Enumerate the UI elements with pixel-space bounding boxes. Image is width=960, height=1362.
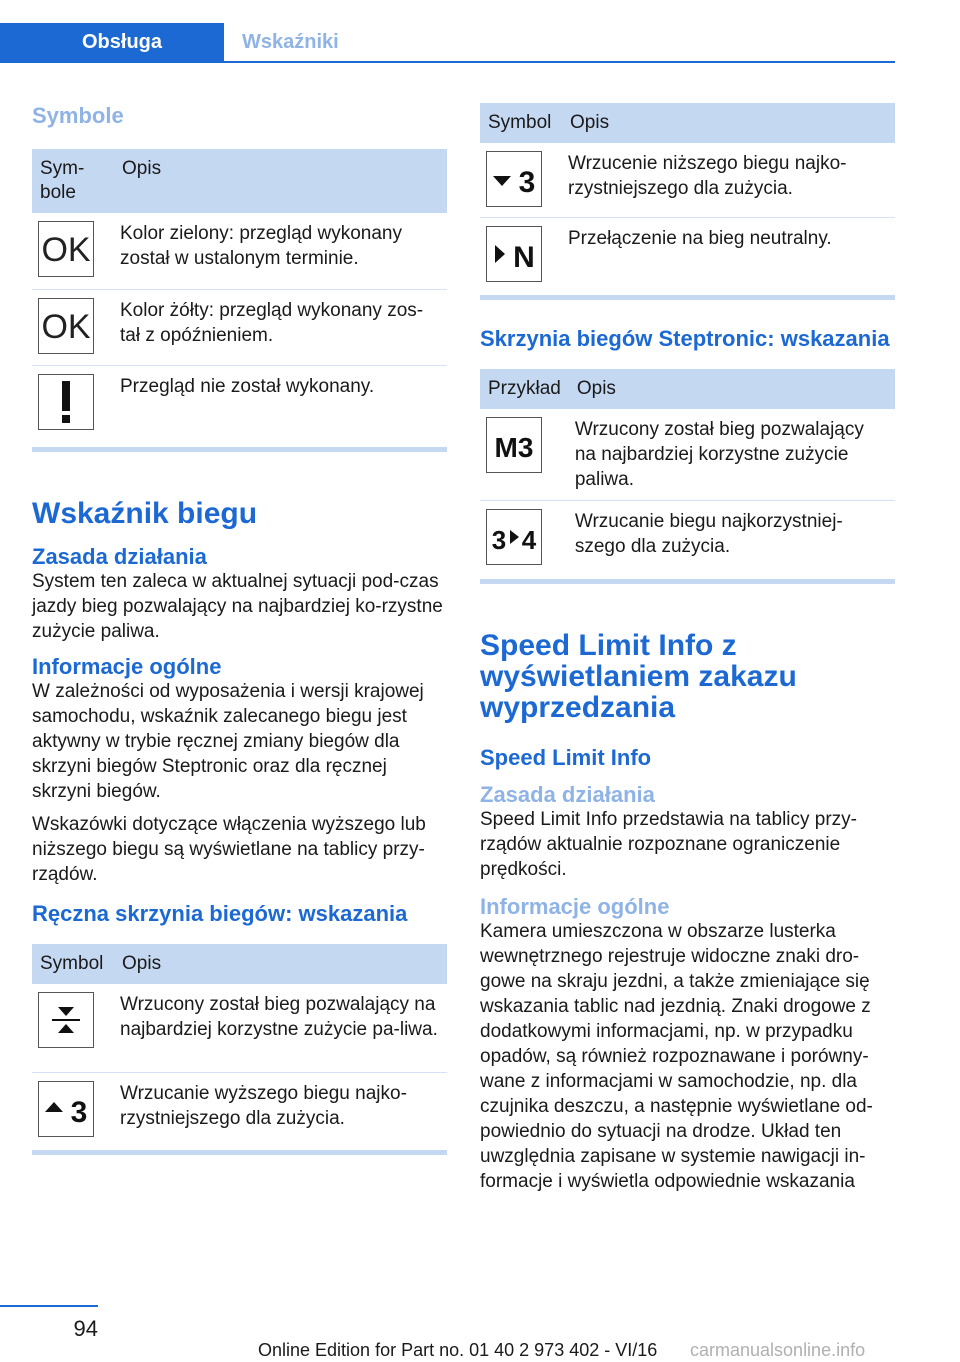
exclamation-icon xyxy=(38,374,94,430)
ok-yellow-icon xyxy=(38,298,94,354)
speed-limit-heading: Speed Limit Info z wyświetlaniem zakazu wyprzedzania xyxy=(480,628,797,724)
right-column xyxy=(480,103,895,1194)
table-row xyxy=(32,365,447,443)
table-header-przyklad: Przykład xyxy=(480,369,569,409)
footer-line xyxy=(0,1305,98,1307)
m3-icon xyxy=(486,417,542,473)
row-text: Wrzucanie wyższego biegu najko-rzystniejszego dla zużycia. xyxy=(120,1082,407,1129)
zasada-heading: Zasada działania xyxy=(32,544,207,569)
informacje-heading: Informacje ogólne xyxy=(32,654,222,679)
svg-text:3: 3 xyxy=(491,525,507,552)
svg-text:4: 4 xyxy=(521,525,537,552)
table-end-bar xyxy=(480,295,895,300)
updown-arrows-icon xyxy=(38,992,94,1048)
page-number: 94 xyxy=(73,1316,98,1341)
informacje-text-2: Wskazówki dotyczące włączenia wyższego lub niższego biegu są wyświetlane na tablicy przy-rządów. xyxy=(32,814,426,885)
table-end-bar xyxy=(480,579,895,584)
zasada-text-right: Speed Limit Info przedstawia na tablicy przy-rządów aktualnie rozpoznane ograniczenie prędkości. xyxy=(480,808,858,880)
steptronic-table xyxy=(480,369,895,575)
table-header-opis: Opis xyxy=(114,149,447,213)
row-text: Kolor żółty: przegląd wykonany zos-tał z opóźnieniem. xyxy=(114,289,447,365)
ok-green-icon xyxy=(38,221,94,277)
table-row xyxy=(32,984,447,1072)
row-text: Przegląd nie został wykonany. xyxy=(120,375,375,397)
page-header xyxy=(0,23,895,63)
zasada-text: System ten zaleca w aktualnej sytuacji pod-czas jazdy bieg pozwalający na najbardziej ko-rzystne zużycie paliwa. xyxy=(32,571,443,642)
table-header-opis: Opis xyxy=(562,103,895,143)
table-header-symbol: Symbol xyxy=(480,103,562,143)
speed-limit-subheading: Speed Limit Info xyxy=(480,744,652,770)
svg-text:N: N xyxy=(513,240,535,269)
table-row xyxy=(480,501,895,575)
watermark: carmanualsonline.info xyxy=(690,1340,866,1360)
row-text: Wrzucenie niższego biegu najko-rzystniejszego dla zużycia. xyxy=(562,143,895,217)
table-row xyxy=(480,409,895,501)
svg-text:OK: OK xyxy=(41,307,91,344)
symbole-heading: Symbole xyxy=(32,103,124,128)
informacje-heading-right: Informacje ogólne xyxy=(480,893,670,919)
wskaznik-heading: Wskaźnik biegu xyxy=(32,497,258,530)
svg-text:M3: M3 xyxy=(494,432,534,460)
tab-wskazniki[interactable]: Wskaźniki xyxy=(242,31,339,53)
row-text: Przełączenie na bieg neutralny. xyxy=(568,227,832,249)
table-header-symbol: Sym- bole xyxy=(32,149,114,213)
informacje-text-right: Kamera umieszczona w obszarze lusterka wewnętrznego rejestruje widoczne znaki dro-gowe na skraju jezdni, a także zmieniające się wskazania tablic nad jezdnią. Znaki drogowe z dodatkowymi informacjami, np. w przypadku opadów, są również rozpoznawane i porówny-wane z informacjami w samochodzie, np. dla czujnika deszczu, a następnie wyświetlane od-powiednio do sytuacji na drodze. Układ ten uwzględnia zapisane w systemie nawigacji in-formacje i wyświetla odpowiednie wskazania xyxy=(480,920,873,1192)
reczna-heading: Ręczna skrzynia biegów: wskazania xyxy=(32,901,408,926)
downshift-table xyxy=(480,103,895,291)
edition-text: Online Edition for Part no. 01 40 2 973 402 - VI/16 xyxy=(258,1340,658,1360)
table-header-opis: Opis xyxy=(569,369,895,409)
downshift-3-icon xyxy=(486,151,542,207)
table-end-bar xyxy=(32,1150,447,1155)
upshift-3-icon xyxy=(38,1081,94,1137)
zasada-heading-right: Zasada działania xyxy=(480,781,655,807)
svg-text:OK: OK xyxy=(41,231,91,267)
table-row xyxy=(32,213,447,289)
row-text: Wrzucony został bieg pozwalający na najbardziej korzystne zużycie paliwa. xyxy=(569,409,895,501)
table-end-bar xyxy=(32,447,447,452)
tab-obsluga[interactable]: Obsługa xyxy=(0,23,224,61)
informacje-text-1: W zależności od wyposażenia i wersji krajowej samochodu, wskaźnik zalecanego biegu jest aktywny w trybie ręcznej zmiany biegów dla skrzyni biegów Steptronic oraz dla ręcznej skrzyni biegów. xyxy=(32,681,424,802)
table-row xyxy=(32,289,447,365)
neutral-n-icon xyxy=(486,226,542,282)
table-row xyxy=(480,217,895,291)
table-header-opis: Opis xyxy=(114,944,447,984)
row-text: Wrzucanie biegu najkorzystniej-szego dla zużycia. xyxy=(574,511,843,557)
row-text: Wrzucony został bieg pozwalający na najbardziej korzystne zużycie pa-liwa. xyxy=(114,984,447,1072)
symbols-table xyxy=(32,149,447,443)
table-row xyxy=(32,1072,447,1146)
steptronic-heading: Skrzynia biegów Steptronic: wskazania xyxy=(480,326,890,351)
manual-gear-table xyxy=(32,944,447,1146)
table-header-symbol: Symbol xyxy=(32,944,114,984)
table-row xyxy=(480,143,895,217)
3-to-4-icon xyxy=(486,509,542,565)
row-text: Kolor zielony: przegląd wykonany został w ustalonym terminie. xyxy=(114,213,447,289)
svg-text:3: 3 xyxy=(70,1095,88,1124)
left-column xyxy=(32,103,447,1155)
svg-text:3: 3 xyxy=(518,166,536,194)
